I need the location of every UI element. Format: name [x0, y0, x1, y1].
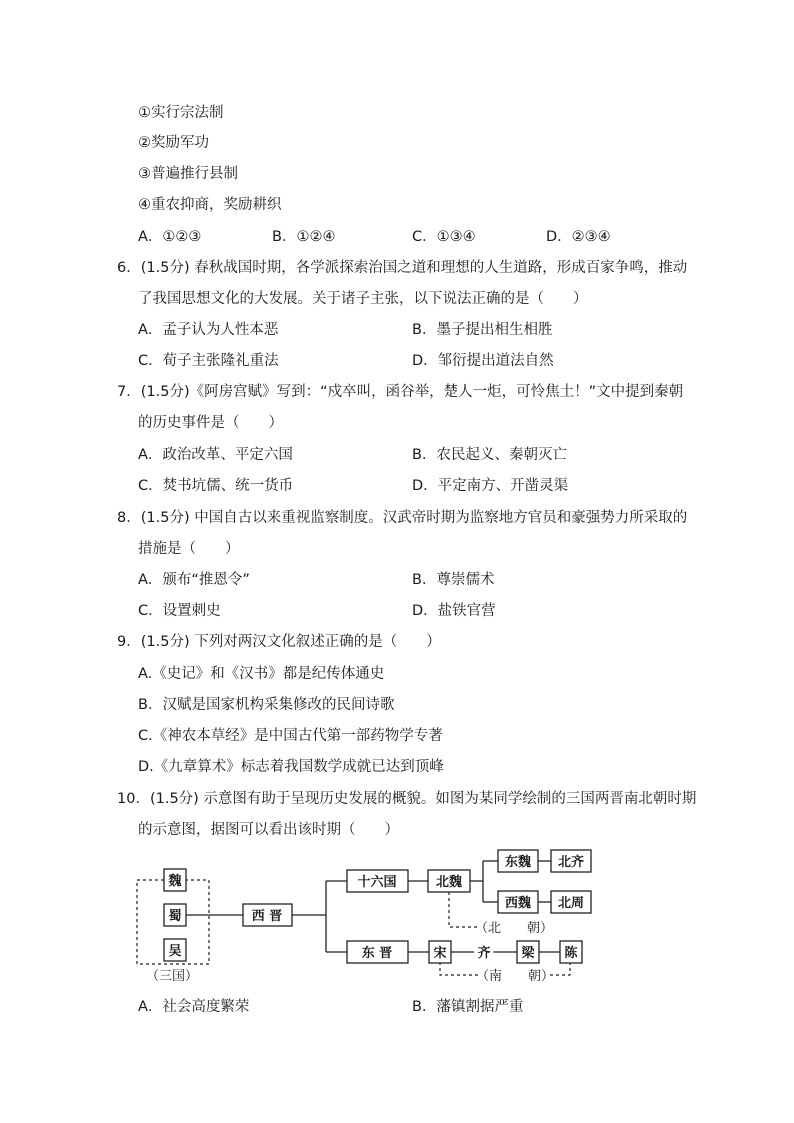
q7-stem-line-1: 7．(1.5分)《阿房宫赋》写到：“戍卒叫，函谷举，楚人一炬，可怜焦土！”文中提到秦朝 [117, 384, 684, 400]
svg-text:西魏: 西魏 [504, 896, 532, 911]
q9-choice-c: C.《神农本草经》是中国古代第一部药物学专著 [138, 728, 443, 744]
svg-text:吴: 吴 [168, 944, 182, 959]
q9-choice-a: A.《史记》和《汉书》都是纪传体通史 [138, 666, 385, 682]
q5-choice-d: D．②③④ [546, 229, 611, 245]
node-xijin [243, 904, 292, 926]
q7-stem-line-2: 的历史事件是（ ） [138, 415, 283, 431]
q5-option-4: ④重农抑商，奖励耕织 [138, 197, 282, 213]
svg-text:东魏: 东魏 [504, 855, 532, 870]
svg-text:北魏: 北魏 [435, 875, 463, 890]
node-chen [560, 941, 582, 963]
q8-stem-line-1: 8．(1.5分) 中国自古以来重视监察制度。汉武帝时期为监察地方官员和豪强势力所采取的 [117, 510, 688, 526]
node-wei [164, 869, 186, 891]
q6-choice-c: C．荀子主张隆礼重法 [138, 353, 279, 369]
svg-text:西 晋: 西 晋 [251, 909, 283, 924]
svg-text:魏: 魏 [168, 874, 182, 889]
beichao-bracket [449, 892, 478, 927]
q5-option-1: ①实行宗法制 [138, 105, 224, 121]
q10-choice-b: B．藩镇割据严重 [412, 999, 524, 1015]
node-beizhou [551, 891, 591, 913]
q8-choice-c: C．设置刺史 [138, 603, 221, 619]
q7-choice-a: A．政治改革、平定六国 [138, 447, 293, 463]
q9-choice-d: D.《九章算术》标志着我国数学成就已达到顶峰 [138, 759, 444, 775]
node-beiqi [551, 850, 591, 872]
caption-beichao: （北 朝） [474, 921, 554, 936]
q10-choice-a: A．社会高度繁荣 [138, 999, 250, 1015]
q6-stem-line-2: 了我国思想文化的大发展。关于诸子主张，以下说法正确的是（ ） [138, 291, 588, 307]
q5-choice-c: C．①③④ [412, 229, 476, 245]
svg-text:北齐: 北齐 [557, 855, 585, 870]
node-qi [477, 945, 490, 961]
svg-text:十六国: 十六国 [357, 875, 397, 890]
q10-stem-line-1: 10．(1.5分) 示意图有助于呈现历史发展的概貌。如图为某同学绘制的三国两晋南北朝时期 [117, 791, 697, 807]
q5-choice-a: A．①②③ [138, 229, 202, 245]
q7-choice-c: C．焚书坑儒、统一货币 [138, 478, 294, 494]
q9-stem: 9．(1.5分) 下列对两汉文化叙述正确的是（ ） [117, 634, 441, 650]
q6-choice-a: A．孟子认为人性本恶 [138, 322, 279, 338]
svg-text:陈: 陈 [564, 946, 578, 961]
node-liang [517, 941, 539, 963]
svg-text:蜀: 蜀 [168, 909, 182, 924]
node-sixteen-kingdoms [347, 870, 408, 892]
node-dongwei [498, 850, 538, 872]
svg-text:齐: 齐 [477, 946, 491, 961]
node-song [429, 941, 451, 963]
q8-choice-d: D．盐铁官营 [412, 603, 496, 619]
svg-text:东 晋: 东 晋 [361, 946, 393, 961]
node-beiwei [428, 870, 470, 892]
q6-choice-d: D．邹衍提出道法自然 [412, 353, 554, 369]
q8-choice-b: B．尊崇儒术 [412, 572, 495, 588]
q7-choice-d: D．平定南方、开凿灵渠 [412, 478, 569, 494]
q5-option-3: ③普遍推行县制 [138, 166, 238, 182]
q8-stem-line-2: 措施是（ ） [138, 541, 240, 557]
node-dongjin [347, 941, 408, 963]
caption-nanchao: （南 朝） [475, 969, 555, 984]
node-xiwei [498, 891, 538, 913]
q8-choice-a: A．颁布“推恩令” [138, 572, 250, 588]
q6-stem-line-1: 6．(1.5分) 春秋战国时期，各学派探索治国之道和理想的人生道路，形成百家争鸣，推动 [117, 260, 688, 276]
svg-text:北周: 北周 [557, 896, 585, 911]
q6-choice-b: B．墨子提出相生相胜 [412, 322, 553, 338]
q9-choice-b: B．汉赋是国家机构采集修改的民间诗歌 [138, 697, 395, 713]
nanchao-bracket-left [440, 962, 480, 975]
caption-sanguo: （三国） [145, 969, 199, 984]
node-shu [164, 904, 186, 926]
q5-choice-b: B．①②④ [272, 229, 336, 245]
q5-option-2: ②奖励军功 [138, 135, 209, 151]
q10-stem-line-2: 的示意图，据图可以看出该时期（ ） [138, 822, 399, 838]
svg-text:梁: 梁 [521, 946, 535, 961]
svg-text:宋: 宋 [433, 946, 447, 961]
q7-choice-b: B．农民起义、秦朝灭亡 [412, 447, 567, 463]
node-wu [164, 939, 186, 961]
